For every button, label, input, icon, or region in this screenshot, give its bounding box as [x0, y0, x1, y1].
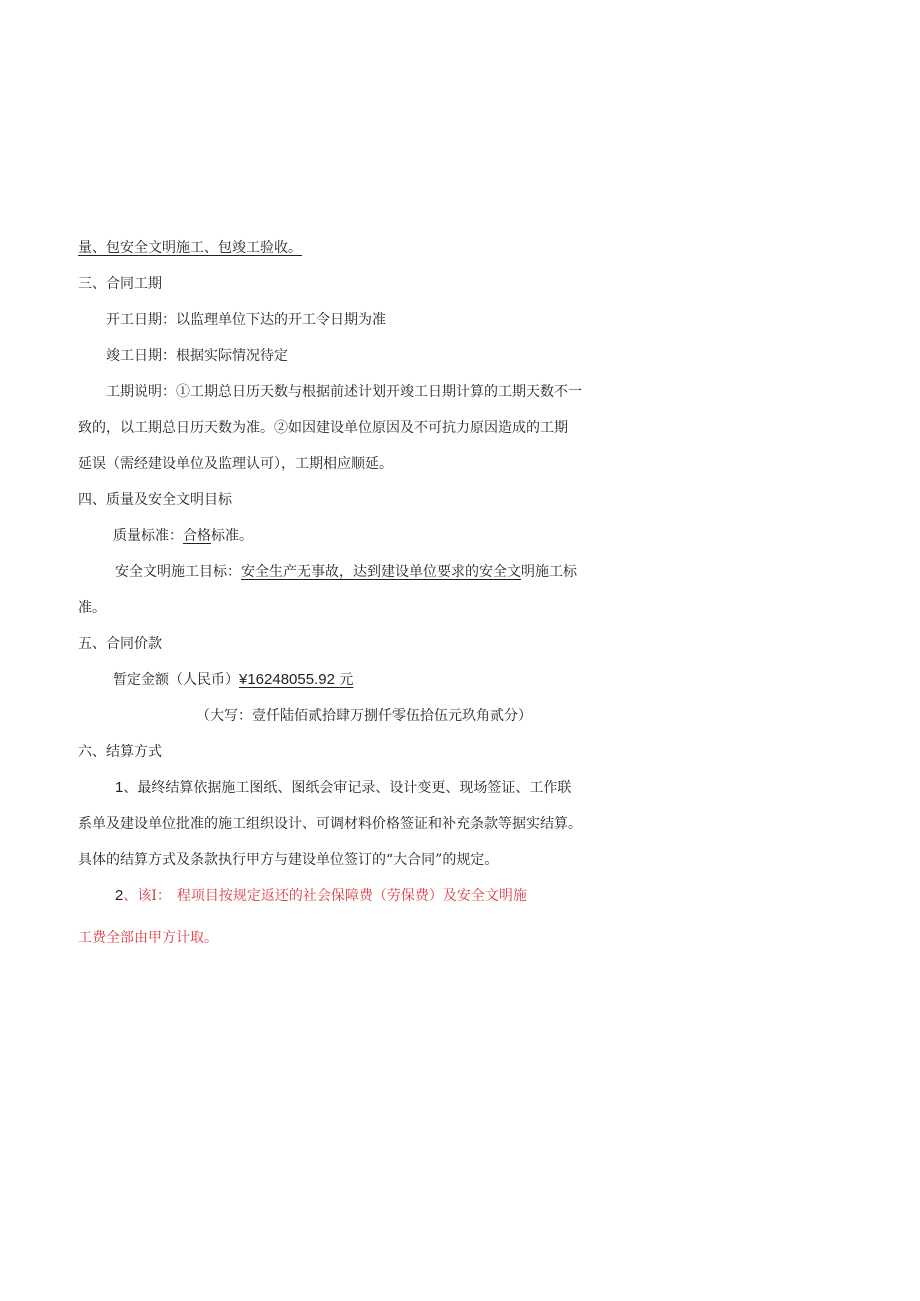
section-6-title: 六、结算方式 — [78, 744, 162, 760]
quality-suffix: 标准。 — [211, 528, 253, 544]
settlement-1-line-2: 系单及建设单位批准的施工组织设计、可调材料价格签证和补充条款等据实结算。 — [78, 816, 582, 832]
period-note-line-3: 延误（需经建设单位及监理认可），工期相应顺延。 — [78, 456, 393, 472]
scope-line-end: 量、包安全文明施工、包竣工验收。 — [78, 240, 302, 256]
safety-label: 安全文明施工目标： — [115, 564, 241, 580]
quality-label: 质量标准： — [113, 528, 183, 544]
safety-target-line — [115, 562, 577, 582]
section-4-title: 四、质量及安全文明目标 — [78, 492, 232, 508]
amount-figure — [239, 672, 353, 688]
start-date-label: 开工日期： — [106, 312, 176, 328]
settlement-1-line-1 — [115, 778, 571, 798]
start-date-value: 以监理单位下达的开工令日期为准 — [176, 312, 386, 328]
settlement-2-line-1 — [115, 886, 527, 906]
safety-target-tail: 准。 — [78, 600, 106, 616]
period-note-line-2: 致的，以工期总日历天数为准。②如因建设单位原因及不可抗力原因造成的工期 — [78, 420, 568, 436]
end-date-label: 竣工日期： — [106, 348, 176, 364]
settlement-1-text: 、最终结算依据施工图纸、图纸会审记录、设计变更、现场签证、工作联 — [123, 780, 572, 796]
amount-line — [113, 670, 353, 690]
safety-value: 安全生产无事故，达到建设单位要求的安全文 — [241, 564, 521, 580]
amount-value: 16248055.92 — [247, 671, 335, 688]
end-date-line — [106, 346, 288, 366]
settlement-1-number: 1 — [115, 779, 124, 796]
section-3-title: 三、合同工期 — [78, 276, 162, 292]
amount-in-words: （大写：壹仟陆佰贰拾肆万捌仟零伍拾伍元玖角贰分） — [196, 708, 532, 724]
settlement-2-text-b: 程项目按规定返还的社会保障费（劳保费）及安全文明施 — [176, 888, 527, 904]
start-date-line — [106, 310, 386, 330]
settlement-2-number: 2 — [115, 887, 124, 904]
period-note-line-1: 工期说明：①工期总日历天数与根据前述计划开竣工日期计算的工期天数不一 — [106, 384, 582, 400]
amount-unit: 元 — [339, 672, 354, 688]
settlement-1-line-3: 具体的结算方式及条款执行甲方与建设单位签订的“大合同”的规定。 — [78, 852, 499, 868]
amount-label: 暂定金额（人民币） — [113, 672, 239, 688]
safety-suffix: 明施工标 — [521, 564, 577, 580]
section-5-title: 五、合同价款 — [78, 636, 162, 652]
end-date-value: 根据实际情况待定 — [176, 348, 288, 364]
quality-value: 合格 — [183, 528, 211, 544]
quality-standard-line — [113, 526, 253, 546]
settlement-2-text-a: 、该I： — [123, 888, 171, 904]
amount-currency: ¥ — [239, 671, 248, 688]
settlement-2-line-2: 工费全部由甲方计取。 — [78, 930, 218, 946]
